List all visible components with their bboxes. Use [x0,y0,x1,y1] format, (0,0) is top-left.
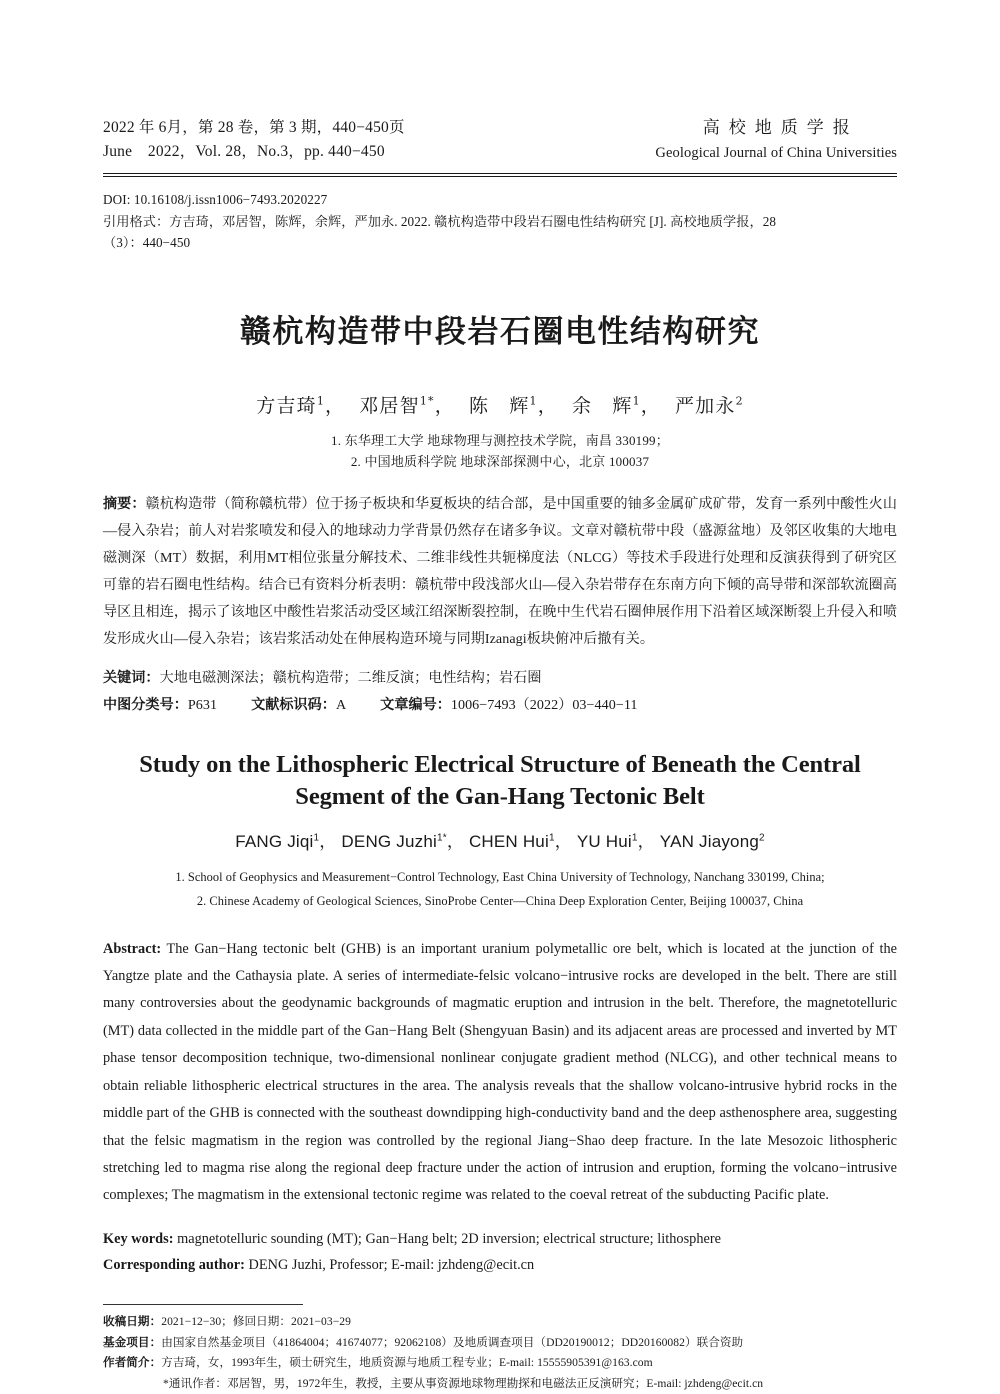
doc-code-value: A [335,696,347,713]
received-text: 2021−12−30；修回日期：2021−03−29 [161,1314,352,1328]
corr-bio-text: *通讯作者：邓居智，男，1972年生，教授，主要从事资源地球物理勘探和电磁法正反演研究；E-mail: jzhdeng@ecit.cn [163,1376,764,1390]
issue-info-en: June 2022，Vol. 28，No.3，pp. 440−450 [103,143,385,161]
doi-line: DOI: 10.16108/j.issn1006−7493.2020227 [103,192,328,208]
author-cn-1: 方吉琦$^1$ [256,394,326,417]
abstract-label-cn: 摘要： [103,496,146,513]
abstract-text-en: The Gan−Hang tectonic belt (GHB) is an important uranium polymetallic ore belt, which is located at the junction of the Yangtze plate and the Cathaysia plate. A series of intermediate-felsic volcano−intrusive rocks are developed in the belt. There are still many controversies about the geodynamic backgrounds of magmatic eruption and intrusion in the belt. Therefore, the magnetotelluric (MT) data collected in the middle part of the Gan−Hang Belt (Shengyuan Basin) and its adjacent areas are processed and inverted by MT phase tensor decomposition technique, two-dimensional nonlinear conjugate gradient method (NLCG), and other technical means to obtain reliable lithospheric electrical structures in the area. The analysis reveals that the shallow volcano-intrusive hybrid rocks in the middle part of the GHB is connected with the southeast downdipping high-conductivity band and the deep asthenosphere area, suggesting that the felsic magmatism in the region was controlled by the regional Jiang−Shao deep fracture. In the late Mesozoic lithospheric stretching led to magma rise along the regional deep fracture under the action of intrusion and eruption, forming the volcano−intrusive complexes; The magmatism in the extensional tectonic regime was related to the coeval retreat of the subducting Pacific plate. [103,940,897,1204]
keywords-english [103,1226,897,1252]
keywords-label-en: Key words: [103,1230,174,1247]
bio-text: 方吉琦，女，1993年生，硕士研究生，地质资源与地质工程专业；E-mail: 15555905391@163.com [161,1356,653,1370]
author-cn-2: 邓居智$^{1*}$ [359,394,435,417]
author-en-4: YU Hui$^1$ [576,832,638,852]
author-cn-4: 余 辉$^1$ [571,394,641,417]
article-number-label: 文章编号： [380,696,451,713]
article-number-value: 1006−7493（2022）03−440−11 [450,696,638,713]
fund-label: 基金项目： [103,1335,162,1349]
citation-line-2: （3）：440−450 [103,235,191,251]
footnotes [103,1312,897,1394]
title-english-line-2: Segment of the Gan-Hang Tectonic Belt [295,783,705,811]
fund-text: 由国家自然基金项目（41864004；41674077；92062108）及地质调查项目（DD20190012；DD20160082）联合资助 [161,1335,744,1349]
front-matter [103,189,897,253]
issue-info [103,116,405,164]
classification-chinese [103,692,897,719]
keywords-chinese [103,665,897,692]
bio-label: 作者简介： [103,1356,162,1370]
abstract-text-cn: 赣杭构造带（简称赣杭带）位于扬子板块和华夏板块的结合部，是中国重要的铀多金属矿成矿带，发育一系列中酸性火山—侵入杂岩；前人对岩浆喷发和侵入的地球动力学背景仍然存在诸多争议。文章对赣杭带中段（盛源盆地）及邻区收集的大地电磁测深（MT）数据，利用MT相位张量分解技术、二维非线性共轭梯度法（NLCG）等技术手段进行处理和反演获得到了研究区可靠的岩石圈电性结构。结合已有资料分析表明：赣杭带中段浅部火山—侵入杂岩带存在东南方向下倾的高导带和深部软流圈高导区且相连，揭示了该地区中酸性岩浆活动受区域江绍深断裂控制，在晚中生代岩石圈伸展作用下沿着区域深断裂上升侵入和喷发形成火山—侵入杂岩；该岩浆活动处在伸展构造环境与同期Izanagi板块俯冲后撤有关。 [103,496,897,648]
affiliations-english [103,865,897,913]
corresponding-author [103,1252,897,1278]
running-head [103,0,897,164]
footnote-bio [103,1353,897,1374]
abstract-english [103,936,897,1210]
footnote-corresponding-bio [103,1374,897,1394]
received-label: 收稿日期： [103,1314,162,1328]
keywords-text-en: magnetotelluric sounding (MT); Gan−Hang belt; 2D inversion; electrical structure; lithosphere [173,1230,721,1247]
author-en-1: FANG Jiqi$^1$ [235,832,320,852]
abstract-chinese [103,491,897,653]
authors-english: FANG Jiqi$^1$， DENG Juzhi$^{1*}$， CHEN Hui$^1$， YU Hui$^1$， YAN Jiayong$^2$ [235,832,765,852]
journal-title-en: Geological Journal of China Universities [655,144,897,161]
author-en-3: CHEN Hui$^1$ [468,832,555,852]
author-en-5: YAN Jiayong$^2$ [659,832,765,852]
abstract-label-en: Abstract: [103,940,162,957]
affiliation-cn-1: 1. 东华理工大学 地球物理与测控技术学院，南昌 330199； [331,432,669,448]
keywords-label-cn: 关键词： [103,669,160,686]
affiliation-en-1: 1. School of Geophysics and Measurement−Control Technology, East China University of Technology, Nanchang 330199, China; [175,870,825,885]
clc-label: 中图分类号： [103,696,188,713]
affiliations-chinese [103,430,897,474]
header-divider [103,173,897,177]
author-cn-5: 严加永$^2$ [674,394,744,417]
journal-masthead [655,116,897,164]
affiliation-cn-2: 2. 中国地质科学院 地球深部探测中心，北京 100037 [350,454,650,470]
corresponding-label: Corresponding author: [103,1256,245,1273]
author-cn-3: 陈 辉$^1$ [468,394,538,417]
footnote-received [103,1312,897,1333]
corresponding-text: DENG Juzhi, Professor; E-mail: jzhdeng@ecit.cn [244,1256,535,1273]
journal-title-cn: 高校地质学报 [702,118,859,138]
page-content [103,0,897,1394]
authors-chinese: 方吉琦$^1$， 邓居智$^{1*}$， 陈 辉$^1$， 余 辉$^1$， 严加永$^2$ [256,394,744,417]
citation-line-1: 引用格式：方吉琦，邓居智，陈辉，余辉，严加永. 2022. 赣杭构造带中段岩石圈电性结构研究 [J]. 高校地质学报，28 [103,213,777,229]
issue-info-cn: 2022 年 6月，第 28 卷，第 3 期，440−450页 [103,119,405,136]
footnote-fund [103,1333,897,1354]
title-english-line-1: Study on the Lithospheric Electrical Structure of Beneath the Central [139,751,861,779]
title-english [103,749,897,813]
author-en-2: DENG Juzhi$^{1*}$ [341,832,447,852]
clc-value: P631 [187,696,218,713]
doc-code-label: 文献标识码： [251,696,336,713]
title-chinese: 赣杭构造带中段岩石圈电性结构研究 [240,313,760,350]
affiliation-en-2: 2. Chinese Academy of Geological Sciences, SinoProbe Center—China Deep Exploration Center, Beijing 100037, China [196,894,804,909]
keywords-text-cn: 大地电磁测深法；赣杭构造带；二维反演；电性结构；岩石圈 [159,669,542,686]
footnote-divider [103,1304,303,1305]
